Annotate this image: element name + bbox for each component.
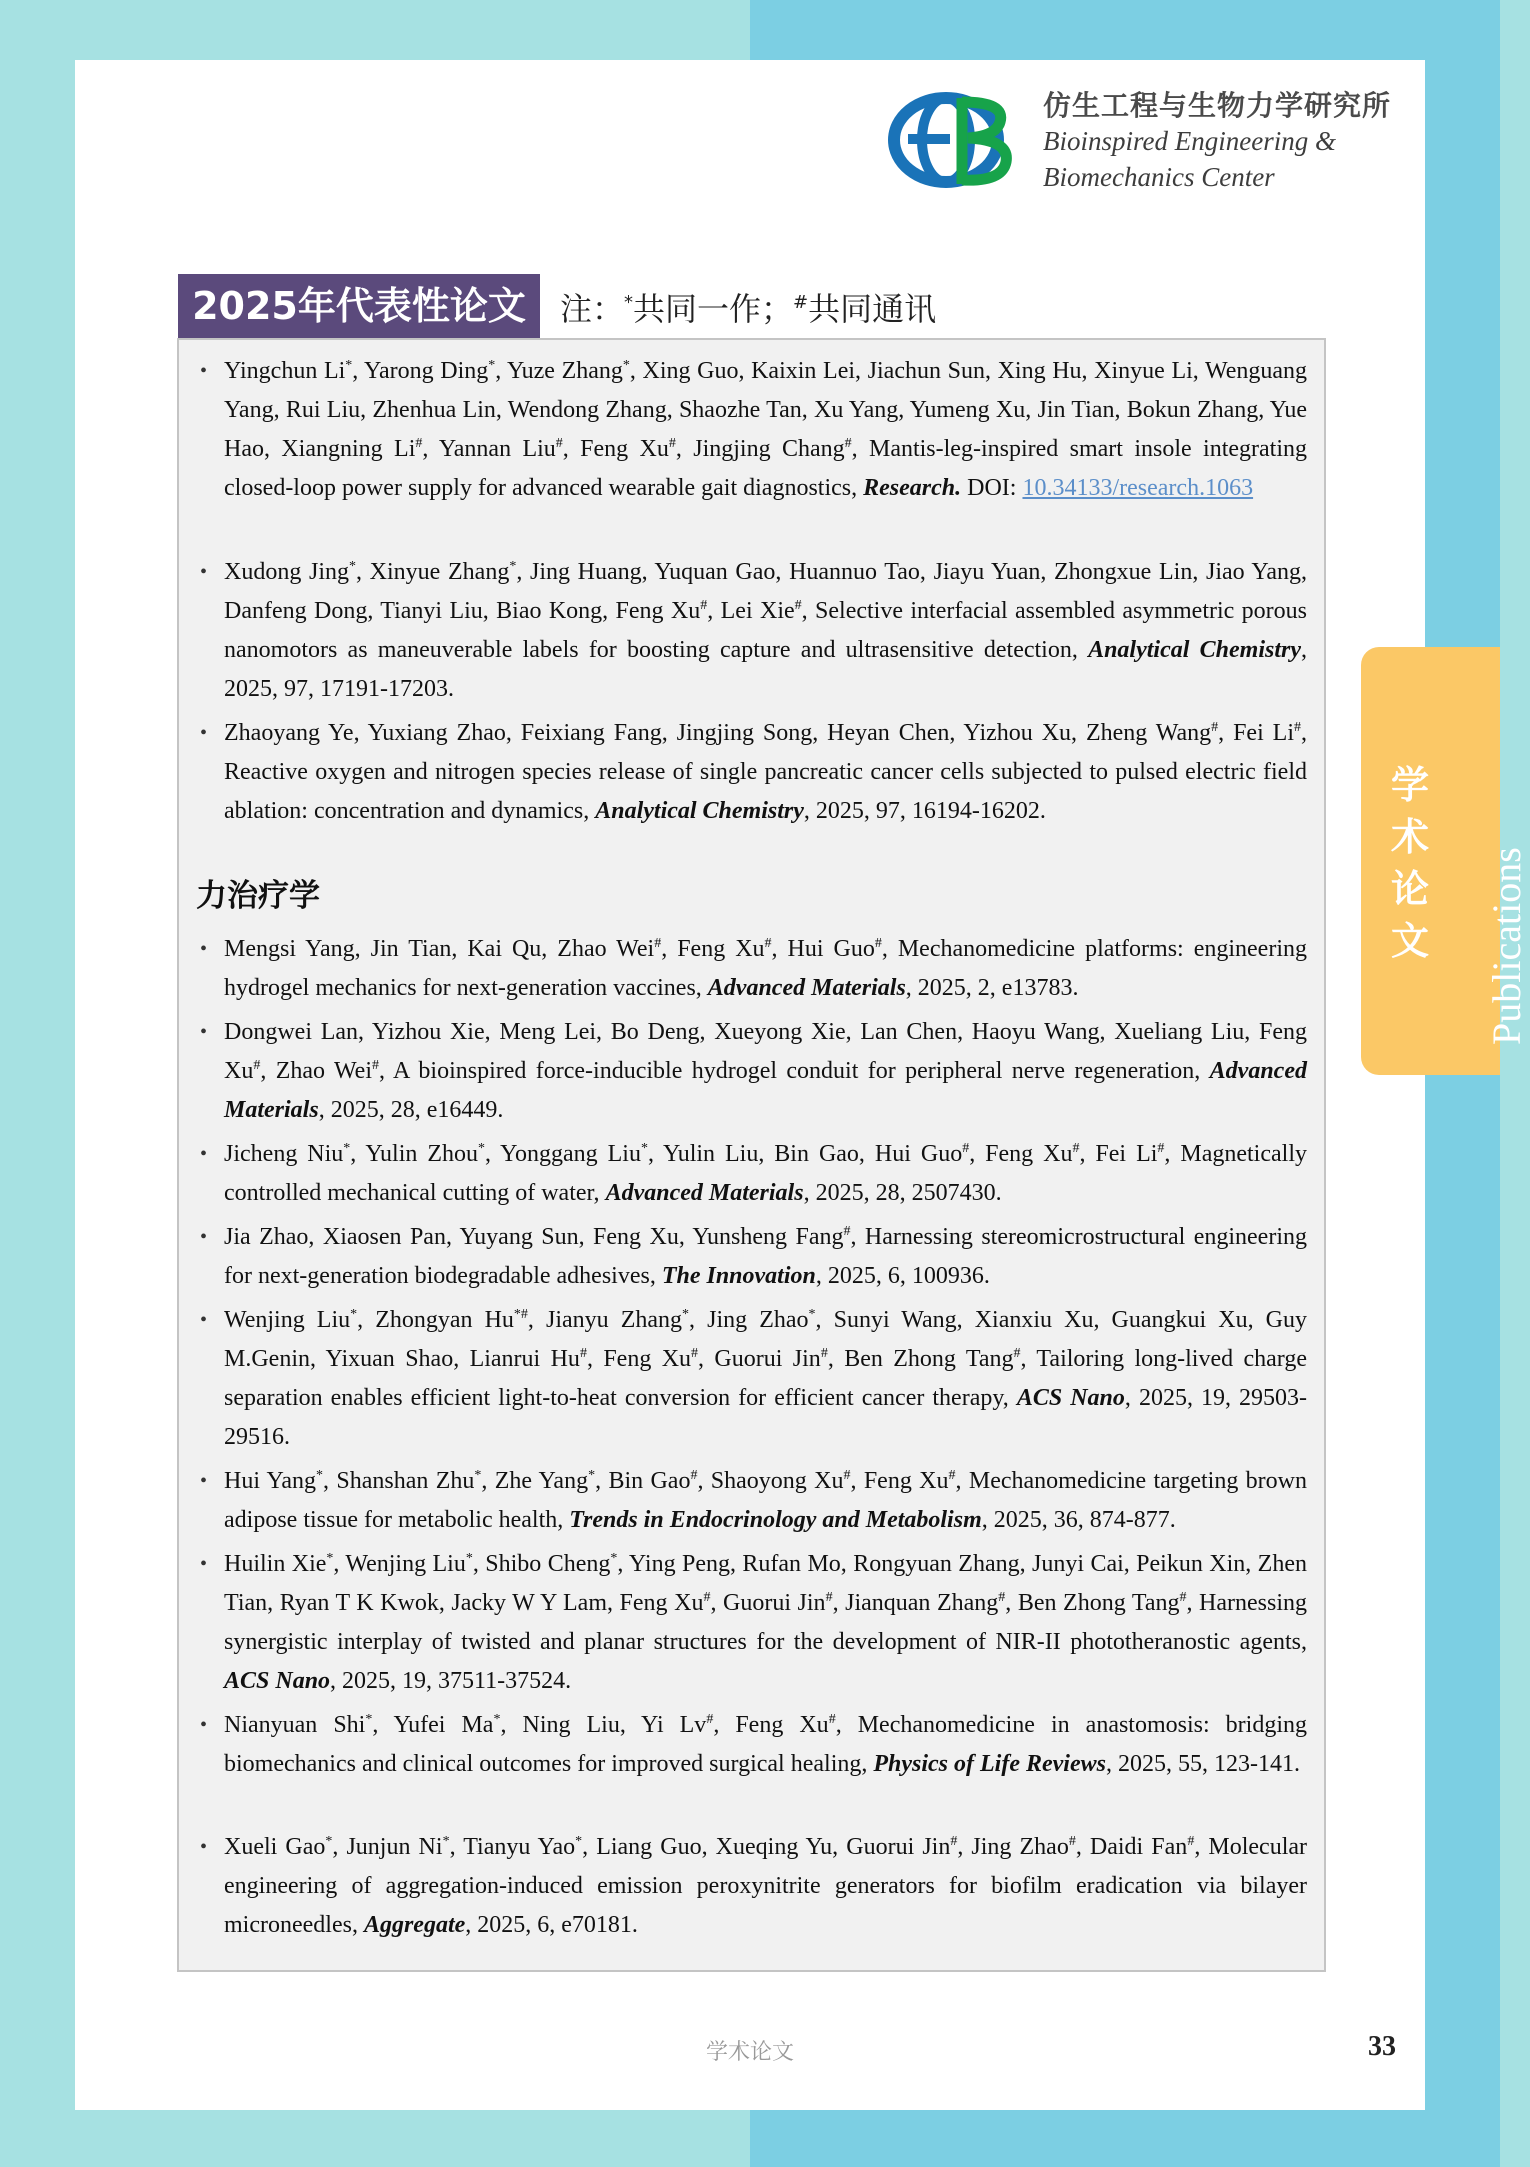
publication-entry: • Nianyuan Shi*, Yufei Ma*, Ning Liu, Yi Lv#, Feng Xu#, Mechanomedicine in anastomosis: bridging biomechanics and clinical outcomes for improved surgical healing, Physics of Life Reviews, 2025, 55, 123-141. (224, 1706, 1307, 1784)
publication-list-box (177, 338, 1326, 1972)
side-tab-char: 学 (1390, 763, 1429, 807)
side-tab-char: 论 (1390, 867, 1429, 911)
publications-side-tab[interactable] (1361, 647, 1529, 1075)
publication-entry: • Xudong Jing*, Xinyue Zhang*, Jing Huang, Yuquan Gao, Huannuo Tao, Jiayu Yuan, Zhongxue Lin, Jiao Yang, Danfeng Dong, Tianyi Liu, Biao Kong, Feng Xu#, Lei Xie#, Selective interfacial assembled asymmetric porous nanomotors as maneuverable labels for boosting capture and ultrasensitive detection, Analytical Chemistry, 2025, 97, 17191-17203. (224, 553, 1307, 709)
org-name-english-line2: Biomechanics Center (1043, 162, 1275, 192)
org-name-chinese: 仿生工程与生物力学研究所 (1043, 89, 1392, 122)
publication-entry: • Wenjing Liu*, Zhongyan Hu*#, Jianyu Zhang*, Jing Zhao*, Sunyi Wang, Xianxiu Xu, Guangkui Xu, Guy M.Genin, Yixuan Shao, Lianrui Hu#, Feng Xu#, Guorui Jin#, Ben Zhong Tang#, Tailoring long-lived charge separation enables efficient light-to-heat conversion for efficient cancer therapy, ACS Nano, 2025, 19, 29503-29516. (224, 1301, 1307, 1457)
publication-entry: • Jia Zhao, Xiaosen Pan, Yuyang Sun, Feng Xu, Yunsheng Fang#, Harnessing stereomicrostructural engineering for next-generation biodegradable adhesives, The Innovation, 2025, 6, 100936. (224, 1218, 1307, 1296)
publication-entry: • Xueli Gao*, Junjun Ni*, Tianyu Yao*, Liang Guo, Xueqing Yu, Guorui Jin#, Jing Zhao#, Daidi Fan#, Molecular engineering of aggregation-induced emission peroxynitrite generators for biofilm eradication via bilayer microneedles, Aggregate, 2025, 6, e70181. (224, 1828, 1307, 1945)
footer-section-label: 学术论文 (705, 2040, 794, 2065)
side-tab-chinese-label (1385, 759, 1435, 967)
authorship-note (560, 284, 936, 330)
side-tab-char: 术 (1390, 815, 1429, 859)
publication-entry: • Zhaoyang Ye, Yuxiang Zhao, Feixiang Fang, Jingjing Song, Heyan Chen, Yizhou Xu, Zheng Wang#, Fei Li#, Reactive oxygen and nitrogen species release of single pancreatic cancer cells subjected to pulsed electric field ablation: concentration and dynamics, Analytical Chemistry, 2025, 97, 16194-16202. (224, 714, 1307, 831)
subsection-heading: 力治疗学 (196, 878, 320, 914)
note-hash-symbol: # (793, 292, 809, 313)
note-star-symbol: * (624, 292, 634, 313)
side-tab-english-label: Publications (1484, 847, 1529, 1045)
publication-entry: • Yingchun Li*, Yarong Ding*, Yuze Zhang*, Xing Guo, Kaixin Lei, Jiachun Sun, Xing Hu, Xinyue Li, Wenguang Yang, Rui Liu, Zhenhua Lin, Wendong Zhang, Shaozhe Tan, Xu Yang, Yumeng Xu, Jin Tian, Bokun Zhang, Yue Hao, Xiangning Li#, Yannan Liu#, Feng Xu#, Jingjing Chang#, Mantis-leg-inspired smart insole integrating closed-loop power supply for advanced wearable gait diagnostics, Research. DOI: 10.34133/research.1063 (224, 352, 1307, 508)
note-co-corresponding: 共同通讯 (808, 290, 937, 328)
publication-entry: • Mengsi Yang, Jin Tian, Kai Qu, Zhao Wei#, Feng Xu#, Hui Guo#, Mechanomedicine platforms: engineering hydrogel mechanics for next-generation vaccines, Advanced Materials, 2025, 2, e13783. (224, 930, 1307, 1008)
page-number: 33 (1368, 2031, 1396, 2062)
bebc-logo-icon (888, 88, 1024, 192)
publication-entry: • Hui Yang*, Shanshan Zhu*, Zhe Yang*, Bin Gao#, Shaoyong Xu#, Feng Xu#, Mechanomedicine targeting brown adipose tissue for metabolic health, Trends in Endocrinology and Metabolism, 2025, 36, 874-877. (224, 1462, 1307, 1540)
publication-entry: • Dongwei Lan, Yizhou Xie, Meng Lei, Bo Deng, Xueyong Xie, Lan Chen, Haoyu Wang, Xueliang Liu, Feng Xu#, Zhao Wei#, A bioinspired force-inducible hydrogel conduit for peripheral nerve regeneration, Advanced Materials, 2025, 28, e16449. (224, 1013, 1307, 1130)
note-prefix: 注： (560, 290, 625, 328)
publication-entry: • Huilin Xie*, Wenjing Liu*, Shibo Cheng*, Ying Peng, Rufan Mo, Rongyuan Zhang, Junyi Cai, Peikun Xin, Zhen Tian, Ryan T K Kwok, Jacky W Y Lam, Feng Xu#, Guorui Jin#, Jianquan Zhang#, Ben Zhong Tang#, Harnessing synergistic interplay of twisted and planar structures for the development of NIR-II phototheranostic agents, ACS Nano, 2025, 19, 37511-37524. (224, 1545, 1307, 1701)
note-co-first: 共同一作； (633, 290, 794, 328)
org-name-english-line1: Bioinspired Engineering & (1043, 126, 1336, 156)
side-tab-char: 文 (1390, 919, 1429, 963)
publication-entry: • Jicheng Niu*, Yulin Zhou*, Yonggang Liu*, Yulin Liu, Bin Gao, Hui Guo#, Feng Xu#, Fei Li#, Magnetically controlled mechanical cutting of water, Advanced Materials, 2025, 28, 2507430. (224, 1135, 1307, 1213)
section-title: 2025年代表性论文 (178, 274, 540, 338)
